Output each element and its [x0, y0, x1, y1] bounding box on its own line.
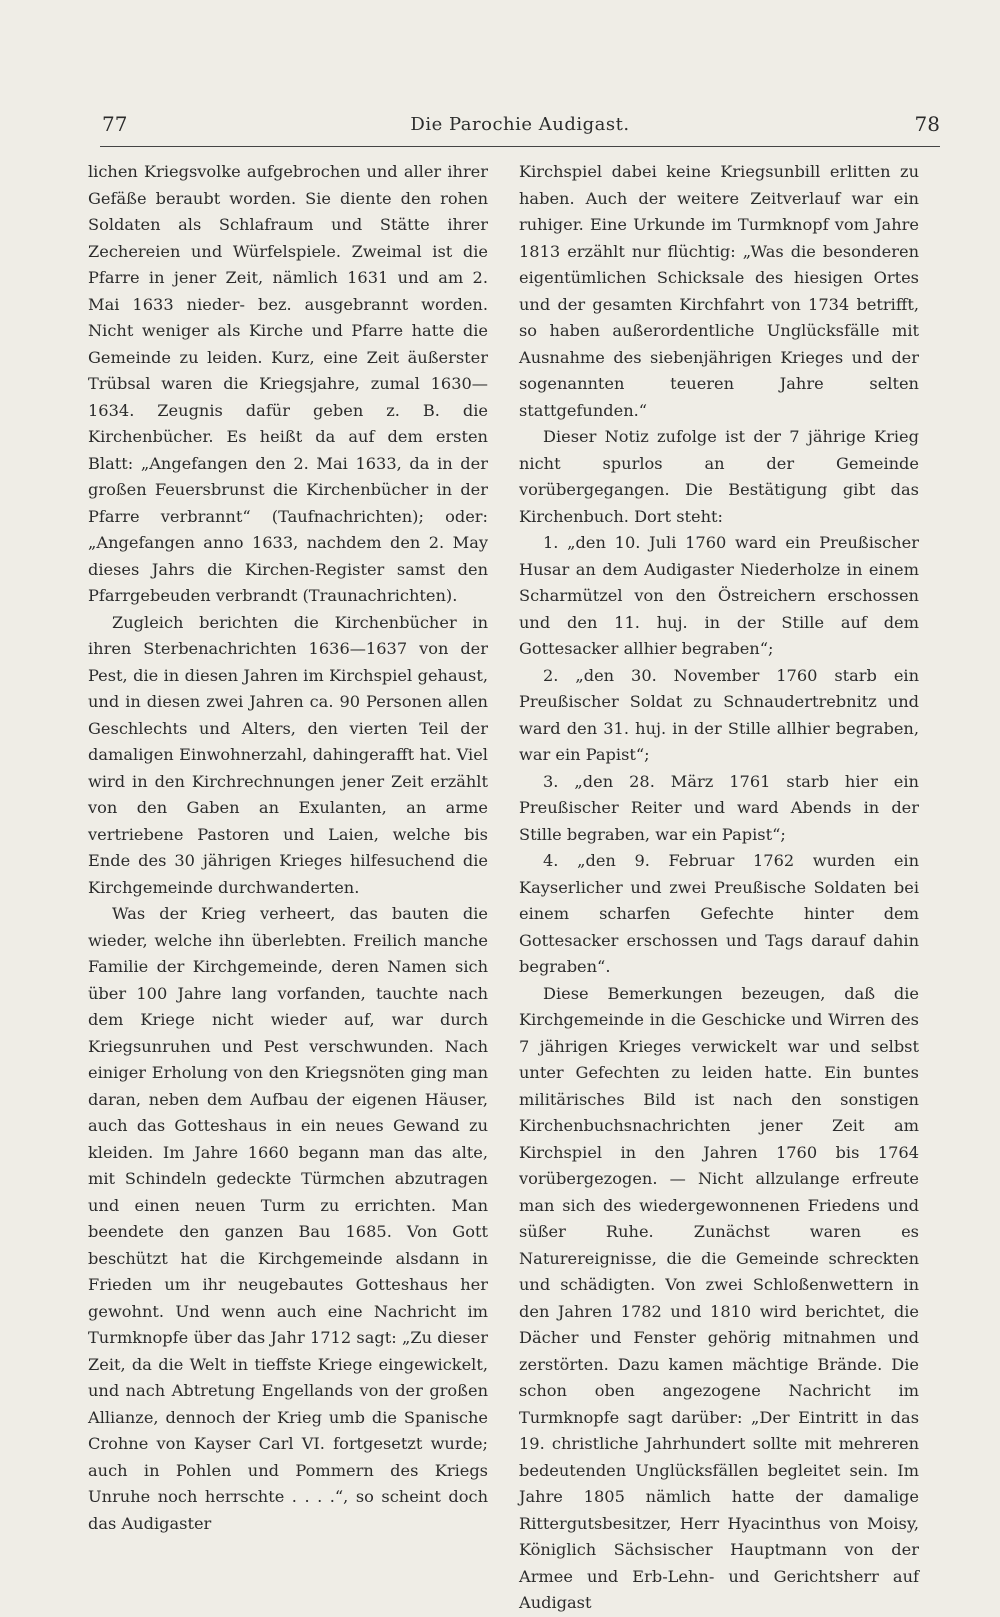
list-item: 1. „den 10. Juli 1760 ward ein Preußischer Husar an dem Audigaster Niederholze in einem Scharmützel von den Östreichern erschossen und den 11. huj. in der Stille auf dem Gottesacker allhier begraben“;	[519, 533, 919, 658]
page-header	[100, 112, 940, 142]
paragraph: Diese Bemerkungen bezeugen, daß die Kirchgemeinde in die Geschicke und Wirren des 7 jährigen Krieges verwickelt war und selbst unter Gefechten zu leiden hatte. Ein buntes militärisches Bild ist nach den sonstigen Kirchenbuchsnachrichten jener Zeit am Kirchspiel in den Jahren 1760 bis 1764 vorübergezogen. — Nicht allzulange erfreute man sich des wiedergewonnenen Friedens und süßer Ruhe. Zunächst waren es Naturereignisse, die die Gemeinde schreckten und schädigten. Von zwei Schloßenwettern in den Jahren 1782 und 1810 wird berichtet, die Dächer und Fenster gehörig mitnahmen und zerstörten. Dazu kamen mächtige Brände. Die schon oben angezogene Nachricht im Turmknopfe sagt darüber: „Der Eintritt in das 19. christliche Jahrhundert sollte mit mehreren bedeutenden Unglücksfällen begleitet sein. Im Jahre 1805 nämlich hatte der damalige Rittergutsbesitzer, Herr Hyacinthus von Moisy, Königlich Sächsischer Hauptmann von der Armee und Erb-Lehn- und Gerichtsherr auf Audigast	[519, 983, 919, 1612]
list-item: 4. „den 9. Februar 1762 wurden ein Kayserlicher und zwei Preußische Soldaten bei einem scharfen Gefechte hinter dem Gottesacker erschossen und Tags darauf dahin begraben“.	[519, 851, 919, 976]
page-number-right: 78	[914, 112, 940, 136]
paragraph: Was der Krieg verheert, das bauten die wieder, welche ihn überlebten. Freilich manche Familie der Kirchgemeinde, deren Namen sich über 100 Jahre lang vorfanden, tauchte nach dem Kriege nicht wieder auf, war durch Kriegsunruhen und Pest verschwunden. Nach einiger Erholung von den Kriegsnöten ging man daran, neben dem Aufbau der eigenen Häuser, auch das Gotteshaus in ein neues Gewand zu kleiden. Im Jahre 1660 begann man das alte, mit Schindeln gedeckte Türmchen abzutragen und einen neuen Turm zu errichten. Man beendete den ganzen Bau 1685. Von Gott beschützt hat die Kirchgemeinde alsdann in Frieden um ihr neugebautes Gotteshaus her gewohnt. Und wenn auch eine Nachricht im Turmknopfe über das Jahr 1712 sagt: „Zu dieser Zeit, da die Welt in tieffste Kriege eingewickelt, und nach Abtretung Engellands von der großen Allianze, dennoch der Krieg umb die Spanische Crohne von Kayser Carl VI. fortgesetzt wurde; auch in Pohlen und Pommern des Kriegs Unruhe noch herrschte . . . .“, so scheint doch das Audigaster	[88, 904, 488, 1533]
list-item: 3. „den 28. März 1761 starb hier ein Preußischer Reiter und ward Abends in der Stille begraben, war ein Papist“;	[519, 771, 919, 844]
paragraph: Zugleich berichten die Kirchenbücher in ihren Sterbenachrichten 1636—1637 von der Pest, die in diesen Jahren im Kirchspiel gehaust, und in diesen zwei Jahren ca. 90 Personen allen Geschlechts und Alters, den vierten Teil der damaligen Einwohnerzahl, dahingerafft hat. Viel wird in den Kirchrechnungen jener Zeit erzählt von den Gaben an Exulanten, an arme vertriebene Pastoren und Laien, welche bis Ende des 30 jährigen Krieges hilfesuchend die Kirchgemeinde durchwanderten.	[88, 612, 488, 897]
header-rule	[100, 146, 940, 147]
paragraph: lichen Kriegsvolke aufgebrochen und aller ihrer Gefäße beraubt worden. Sie diente den rohen Soldaten als Schlafraum und Stätte ihrer Zechereien und Würfelspiele. Zweimal ist die Pfarre in jener Zeit, nämlich 1631 und am 2. Mai 1633 nieder- bez. ausgebrannt worden. Nicht weniger als Kirche und Pfarre hatte die Gemeinde zu leiden. Kurz, eine Zeit äußerster Trübsal waren die Kriegsjahre, zumal 1630—1634. Zeugnis dafür geben z. B. die Kirchenbücher. Es heißt da auf dem ersten Blatt: „Angefangen den 2. Mai 1633, da in der großen Feuersbrunst die Kirchenbücher in der Pfarre verbrannt“ (Taufnachrichten); oder: „Angefangen anno 1633, nachdem den 2. May dieses Jahrs die Kirchen-Register samst den Pfarrgebeuden verbrandt (Traunachrichten).	[88, 162, 488, 605]
list-item: 2. „den 30. November 1760 starb ein Preußischer Soldat zu Schnaudertrebnitz und ward den 31. huj. in der Stille allhier begraben, war ein Papist“;	[519, 665, 919, 764]
left-column	[88, 159, 488, 1537]
paragraph: Dieser Notiz zufolge ist der 7 jährige Krieg nicht spurlos an der Gemeinde vorübergegangen. Die Bestätigung gibt das Kirchenbuch. Dort steht:	[519, 427, 919, 526]
right-column	[519, 159, 919, 1617]
paragraph: Kirchspiel dabei keine Kriegsunbill erlitten zu haben. Auch der weitere Zeitverlauf war ein ruhiger. Eine Urkunde im Turmknopf vom Jahre 1813 erzählt nur flüchtig: „Was die besonderen eigentümlichen Schicksale des hiesigen Ortes und der gesamten Kirchfahrt von 1734 betrifft, so haben außerordentliche Unglücksfälle mit Ausnahme des siebenjährigen Krieges und der sogenannten teueren Jahre selten stattgefunden.“	[519, 162, 919, 420]
page-number-left: 77	[102, 112, 128, 136]
running-title: Die Parochie Audigast.	[410, 114, 630, 135]
